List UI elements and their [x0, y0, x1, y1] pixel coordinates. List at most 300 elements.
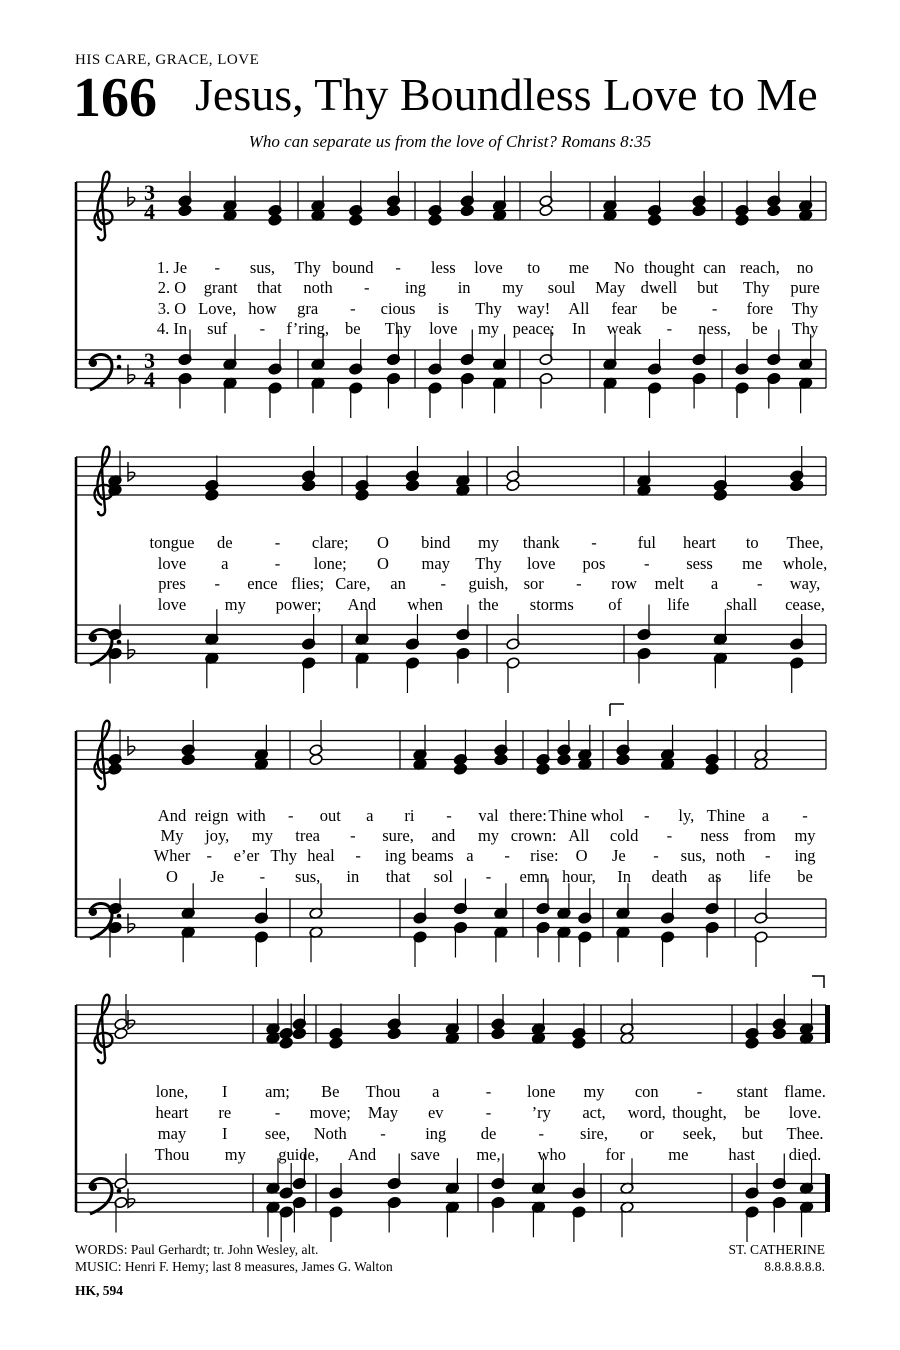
lyric-line	[0, 806, 900, 826]
lyric-syllable: bound	[332, 258, 374, 277]
lyric-line	[0, 1145, 900, 1165]
lyric-syllable: be	[744, 1103, 761, 1122]
lyric-syllable: Thy	[791, 299, 819, 318]
lyric-syllable: way!	[517, 299, 551, 318]
bass-clef-dot	[117, 355, 122, 360]
lyric-syllable: less	[430, 258, 456, 277]
lyric-syllable: storms	[529, 595, 574, 614]
hyphen: -	[214, 258, 220, 277]
quarter-note	[405, 479, 419, 492]
lyric-syllable: I	[222, 1082, 228, 1101]
hyphen: -	[653, 846, 659, 865]
lyric-line	[0, 1103, 900, 1123]
lyric-syllable: dwell	[640, 278, 678, 297]
lyric-line	[0, 826, 900, 846]
quarter-note	[428, 214, 442, 227]
lyric-syllable: a	[710, 574, 719, 593]
lyric-syllable: sus,	[680, 846, 706, 865]
quarter-note	[557, 753, 571, 766]
lyric-syllable: me,	[476, 1145, 501, 1164]
lyric-syllable: and	[431, 826, 456, 845]
lyric-syllable: an	[390, 574, 406, 593]
quarter-note	[772, 1027, 786, 1040]
lyric-syllable: sor	[523, 574, 544, 593]
lyric-syllable: de	[216, 533, 233, 552]
lyric-syllable: In	[572, 319, 586, 338]
quarter-note	[268, 214, 282, 227]
hyphen: -	[485, 1103, 492, 1122]
quarter-note	[108, 763, 122, 776]
lyric-syllable: Thy	[294, 258, 321, 277]
lyric-syllable: Thee,	[786, 533, 824, 552]
lyric-syllable: love	[429, 319, 458, 338]
lyric-syllable: joy,	[205, 826, 230, 845]
quarter-note	[279, 1037, 293, 1050]
lyric-syllable: ness,	[698, 319, 731, 338]
lyric-syllable: Je	[210, 867, 225, 886]
lyric-syllable: that	[385, 867, 411, 886]
quarter-note	[301, 479, 315, 492]
lyric-syllable: whole,	[782, 554, 828, 573]
lyric-syllable: my	[502, 278, 524, 297]
lyric-syllable: Thy	[270, 846, 297, 865]
lyric-syllable: me	[742, 554, 763, 573]
lyric-syllable: hour,	[562, 867, 596, 886]
lyric-syllable: Thou	[154, 1145, 190, 1164]
lyric-syllable: And	[157, 806, 187, 825]
lyric-line	[0, 1124, 900, 1144]
lyric-syllable: clare;	[311, 533, 349, 552]
lyric-syllable: no	[796, 258, 814, 277]
lyric-syllable: love	[474, 258, 503, 277]
lyric-syllable: love	[527, 554, 556, 573]
lyric-syllable: Je	[611, 846, 626, 865]
lyric-syllable: May	[367, 1103, 399, 1122]
hymn-title: Jesus, Thy Boundless Love to Me	[195, 69, 818, 120]
lyric-syllable: death	[651, 867, 688, 886]
hyphen: -	[576, 574, 582, 593]
lyric-syllable: ly,	[678, 806, 695, 825]
hyphen: -	[446, 806, 452, 825]
hyphen: -	[259, 867, 266, 886]
lyric-syllable: ing	[404, 278, 426, 297]
quarter-note	[349, 214, 363, 227]
lyric-syllable: 2. O	[157, 278, 187, 297]
hyphen: -	[591, 533, 597, 552]
lyric-syllable: cease,	[785, 595, 825, 614]
lyric-syllable: love	[157, 595, 187, 614]
bass-clef-dot	[89, 1183, 97, 1191]
lyric-syllable: sess	[686, 554, 713, 573]
lyric-syllable: who	[537, 1145, 567, 1164]
lyric-syllable: Thine	[548, 806, 587, 825]
lyric-syllable: or	[639, 1124, 654, 1143]
lyric-syllable: All	[568, 826, 590, 845]
hyphen: -	[757, 574, 763, 593]
quarter-note	[745, 1037, 759, 1050]
lyric-line	[0, 574, 900, 594]
lyric-syllable: All	[568, 299, 590, 318]
hyphen: -	[711, 299, 718, 318]
quarter-note	[735, 214, 749, 227]
lyric-syllable: flies;	[291, 574, 325, 593]
lyric-syllable: f’ring,	[286, 319, 329, 338]
lyric-syllable: my	[477, 533, 500, 552]
lyric-syllable: guish,	[468, 574, 509, 593]
lyric-syllable: thought	[644, 258, 695, 277]
lyric-syllable: ’ry	[531, 1103, 551, 1122]
lyric-syllable: trea	[295, 826, 321, 845]
hyphen: -	[355, 846, 361, 865]
lyric-syllable: seek,	[682, 1124, 717, 1143]
lyric-syllable: cold	[609, 826, 639, 845]
lyric-syllable: ful	[637, 533, 656, 552]
lyric-syllable: pos	[582, 554, 606, 573]
lyric-syllable: ing	[425, 1124, 447, 1143]
lyric-syllable: from	[743, 826, 776, 845]
quarter-note	[692, 204, 706, 217]
lyric-syllable: Thine	[706, 806, 746, 825]
lyric-syllable: lone,	[155, 1082, 189, 1101]
hymn-number: 166	[73, 67, 157, 129]
hyphen: -	[274, 1103, 281, 1122]
lyric-syllable: died.	[788, 1145, 822, 1164]
hyphen: -	[274, 533, 281, 552]
quarter-note	[705, 763, 719, 776]
hyphen: -	[350, 299, 356, 318]
lyric-syllable: My	[160, 826, 184, 845]
lyric-syllable: bind	[421, 533, 451, 552]
lyric-syllable: my	[477, 826, 500, 845]
lyric-syllable: my	[224, 1145, 246, 1164]
bass-clef-dot	[89, 359, 97, 367]
lyric-syllable: the	[478, 595, 499, 614]
quarter-note	[181, 753, 195, 766]
hyphen: -	[287, 806, 294, 825]
hymnal-reference: HK, 594	[75, 1283, 124, 1298]
lyric-syllable: life	[748, 867, 771, 886]
lyric-syllable: to	[745, 533, 759, 552]
lyric-line	[0, 258, 900, 278]
lyric-syllable: ence	[247, 574, 278, 593]
quarter-note	[460, 204, 474, 217]
lyric-syllable: Thy	[475, 554, 502, 573]
lyric-syllable: de	[480, 1124, 497, 1143]
lyric-syllable: stant	[736, 1082, 768, 1101]
lyric-syllable: see,	[264, 1124, 291, 1143]
lyric-syllable: be	[751, 319, 768, 338]
lyric-syllable: gra	[297, 299, 319, 318]
lyric-syllable: a	[366, 806, 374, 825]
lyric-syllable: O	[377, 554, 389, 573]
lyric-syllable: Love,	[198, 299, 237, 318]
lyric-syllable: word,	[627, 1103, 666, 1122]
lyric-syllable: be	[345, 319, 361, 338]
words-credit: WORDS: Paul Gerhardt; tr. John Wesley, alt.	[75, 1242, 319, 1257]
lyric-syllable: that	[257, 278, 282, 297]
lyric-syllable: but	[741, 1124, 763, 1143]
time-signature-top: 3	[144, 348, 155, 373]
lyric-syllable: crown:	[510, 826, 557, 845]
flat-sign	[128, 736, 135, 755]
bass-clef-dot	[89, 634, 97, 642]
lyric-syllable: re	[218, 1103, 232, 1122]
hyphen: -	[765, 846, 771, 865]
quarter-note	[790, 479, 804, 492]
lyric-syllable: Thy	[791, 319, 819, 338]
lyric-syllable: hast	[728, 1145, 755, 1164]
lyric-syllable: heart	[155, 1103, 189, 1122]
flat-sign	[128, 365, 135, 384]
hyphen: -	[644, 806, 650, 825]
lyric-syllable: ing	[384, 846, 406, 865]
lyric-syllable: noth	[303, 278, 333, 297]
lyric-line	[0, 846, 900, 866]
lyric-syllable: can	[703, 258, 727, 277]
lyric-syllable: e’er	[233, 846, 260, 865]
lyric-syllable: sus,	[249, 258, 276, 277]
lyric-syllable: Thou	[365, 1082, 401, 1101]
lyric-syllable: my	[224, 595, 246, 614]
hyphen: -	[644, 554, 650, 573]
quarter-note	[355, 489, 369, 502]
lyric-syllable: life	[667, 595, 690, 614]
lyric-syllable: sire,	[580, 1124, 608, 1143]
bass-clef-dot	[89, 908, 97, 916]
lyric-syllable: ing	[794, 846, 816, 865]
half-note	[539, 204, 553, 217]
lyric-syllable: my	[251, 826, 273, 845]
flat-sign	[128, 187, 135, 206]
lyric-syllable: emn	[519, 867, 548, 886]
music-credit: MUSIC: Henri F. Hemy; last 8 measures, James G. Walton	[75, 1259, 393, 1274]
lyric-line	[0, 1082, 900, 1102]
lyric-syllable: ness	[700, 826, 729, 845]
lyric-syllable: Be	[321, 1082, 340, 1101]
lyric-syllable: whol	[590, 806, 624, 825]
lyric-syllable: May	[595, 278, 626, 297]
lyric-syllable: soul	[547, 278, 576, 297]
lyric-syllable: guide,	[278, 1145, 319, 1164]
quarter-note	[205, 489, 219, 502]
lyric-syllable: my	[794, 826, 816, 845]
lyric-syllable: may	[157, 1124, 187, 1143]
lyric-syllable: a	[221, 554, 229, 573]
lyric-line	[0, 554, 900, 574]
lyric-syllable: melt	[654, 574, 685, 593]
flat-sign	[128, 640, 135, 659]
lyric-syllable: a	[466, 846, 474, 865]
lyric-syllable: I	[222, 1124, 228, 1143]
lyric-syllable: cious	[380, 299, 416, 318]
lyric-syllable: thought,	[672, 1103, 727, 1122]
lyric-syllable: lone	[527, 1082, 556, 1101]
credits	[75, 1241, 393, 1275]
lyric-syllable: of	[608, 595, 622, 614]
quarter-note	[387, 1027, 401, 1040]
lyric-syllable: O	[166, 867, 178, 886]
lyric-syllable: is	[437, 299, 449, 318]
lyric-syllable: noth	[715, 846, 746, 865]
lyric-syllable: me	[568, 258, 590, 277]
lyric-syllable: when	[407, 595, 444, 614]
lyric-syllable: sol	[433, 867, 453, 886]
hyphen: -	[802, 806, 808, 825]
lyric-syllable: row	[611, 574, 637, 593]
lyric-syllable: flame.	[784, 1082, 826, 1101]
lyric-line	[0, 595, 900, 615]
lyric-syllable: grant	[203, 278, 238, 297]
lyric-syllable: save	[410, 1145, 440, 1164]
hyphen: -	[395, 258, 401, 277]
hyphen: -	[214, 574, 220, 593]
lyric-syllable: fear	[611, 299, 637, 318]
quarter-note	[616, 753, 630, 766]
lyric-syllable: Thy	[743, 278, 770, 297]
lyric-syllable: reach,	[739, 258, 780, 277]
lyric-syllable: a	[761, 806, 770, 825]
lyric-line	[0, 278, 900, 298]
lyric-syllable: 4. In	[156, 319, 188, 338]
lyric-syllable: for	[605, 1145, 625, 1164]
lyric-syllable: power;	[275, 595, 322, 614]
lyric-syllable: may	[421, 554, 450, 573]
lyric-syllable: In	[617, 867, 632, 886]
section-end-mark	[812, 976, 824, 988]
lyric-syllable: 3. O	[157, 299, 187, 318]
lyric-syllable: val	[478, 806, 499, 825]
lyric-syllable: a	[432, 1082, 440, 1101]
quarter-note	[491, 1027, 505, 1040]
lyric-syllable: there:	[509, 806, 547, 825]
lyric-syllable: my	[477, 319, 500, 338]
time-signature-bottom: 4	[144, 367, 155, 392]
hyphen: -	[666, 826, 673, 845]
hyphen: -	[364, 278, 370, 297]
lyric-syllable: in	[346, 867, 360, 886]
flat-sign	[128, 1189, 135, 1208]
hyphen: -	[350, 826, 356, 845]
lyric-syllable: in	[457, 278, 471, 297]
bass-clef-dot	[117, 365, 122, 370]
lyric-syllable: way,	[789, 574, 821, 593]
lyric-syllable: with	[236, 806, 266, 825]
lyric-syllable: rise:	[530, 846, 559, 865]
lyric-syllable: O	[575, 846, 588, 865]
lyric-line	[0, 533, 900, 553]
hyphen: -	[440, 574, 447, 593]
quarter-note	[767, 204, 781, 217]
lyric-syllable: lone;	[313, 554, 347, 573]
lyric-syllable: tongue	[149, 533, 195, 552]
lyric-syllable: but	[697, 278, 719, 297]
quarter-note	[453, 763, 467, 776]
quarter-note	[178, 204, 192, 217]
lyric-syllable: And	[347, 1145, 377, 1164]
lyric-syllable: Care,	[335, 574, 371, 593]
lyric-syllable: to	[527, 258, 541, 277]
lyric-syllable: reign	[194, 806, 229, 825]
quarter-note	[713, 489, 727, 502]
tune-name: ST. CATHERINE	[728, 1242, 825, 1257]
half-note	[309, 753, 323, 766]
final-barline	[825, 1005, 830, 1043]
lyric-syllable: me	[668, 1145, 689, 1164]
time-signature-bottom: 4	[144, 199, 155, 224]
lyric-syllable: Thee.	[786, 1124, 824, 1143]
lyric-syllable: peace;	[512, 319, 555, 338]
lyric-syllable: move;	[309, 1103, 351, 1122]
lyric-syllable: be	[797, 867, 813, 886]
lyric-syllable: thank	[522, 533, 560, 552]
lyric-syllable: shall	[726, 595, 758, 614]
tune-info	[729, 1241, 826, 1275]
lyric-syllable: Wher	[153, 846, 191, 865]
lyric-syllable: as	[707, 867, 722, 886]
hyphen: -	[206, 846, 212, 865]
scripture-reference: Who can separate us from the love of Christ? Romans 8:35	[248, 132, 652, 151]
flat-sign	[128, 462, 135, 481]
lyric-syllable: out	[319, 806, 341, 825]
lyric-syllable: ri	[404, 806, 415, 825]
lyric-syllable: pres	[158, 574, 186, 593]
hyphen: -	[666, 319, 673, 338]
time-signature-top: 3	[144, 180, 155, 205]
flat-sign	[128, 1010, 135, 1029]
lyric-syllable: my	[583, 1082, 605, 1101]
quarter-note	[494, 753, 508, 766]
lyric-syllable: Noth	[313, 1124, 347, 1143]
bass-clef-dot	[117, 914, 122, 919]
lyric-line	[0, 299, 900, 319]
lyric-syllable: Thy	[475, 299, 502, 318]
lyric-syllable: am;	[265, 1082, 290, 1101]
half-note	[506, 479, 520, 492]
lyric-syllable: con	[634, 1082, 659, 1101]
category-label: HIS CARE, GRACE, LOVE	[75, 52, 260, 68]
hyphen: -	[504, 846, 510, 865]
lyric-syllable: act,	[582, 1103, 606, 1122]
lyric-syllable: be	[661, 299, 678, 318]
lyric-syllable: ev	[427, 1103, 444, 1122]
lyric-syllable: fore	[746, 299, 774, 318]
lyric-syllable: 1. Je	[156, 258, 188, 277]
lyric-syllable: O	[377, 533, 389, 552]
lyric-line	[0, 867, 900, 887]
quarter-note	[647, 214, 661, 227]
lyric-syllable: suf	[207, 319, 228, 338]
lyric-syllable: weak	[606, 319, 642, 338]
bass-clef-dot	[117, 640, 122, 645]
quarter-note	[386, 204, 400, 217]
meter: 8.8.8.8.8.8.	[764, 1259, 825, 1274]
final-barline	[825, 1174, 830, 1212]
hyphen: -	[485, 867, 492, 886]
lyric-syllable: And	[347, 595, 377, 614]
lyric-syllable: beams	[411, 846, 454, 865]
lyric-syllable: Thy	[384, 319, 412, 338]
lyric-syllable: sus,	[295, 867, 321, 886]
section-start-mark	[610, 704, 624, 716]
lyric-syllable: heart	[683, 533, 716, 552]
quarter-note	[572, 1037, 586, 1050]
hyphen: -	[538, 1124, 544, 1143]
lyric-syllable: heal	[307, 846, 335, 865]
lyric-line	[0, 319, 900, 339]
half-note	[114, 1027, 128, 1040]
lyric-syllable: sure,	[382, 826, 414, 845]
quarter-note	[536, 763, 550, 776]
